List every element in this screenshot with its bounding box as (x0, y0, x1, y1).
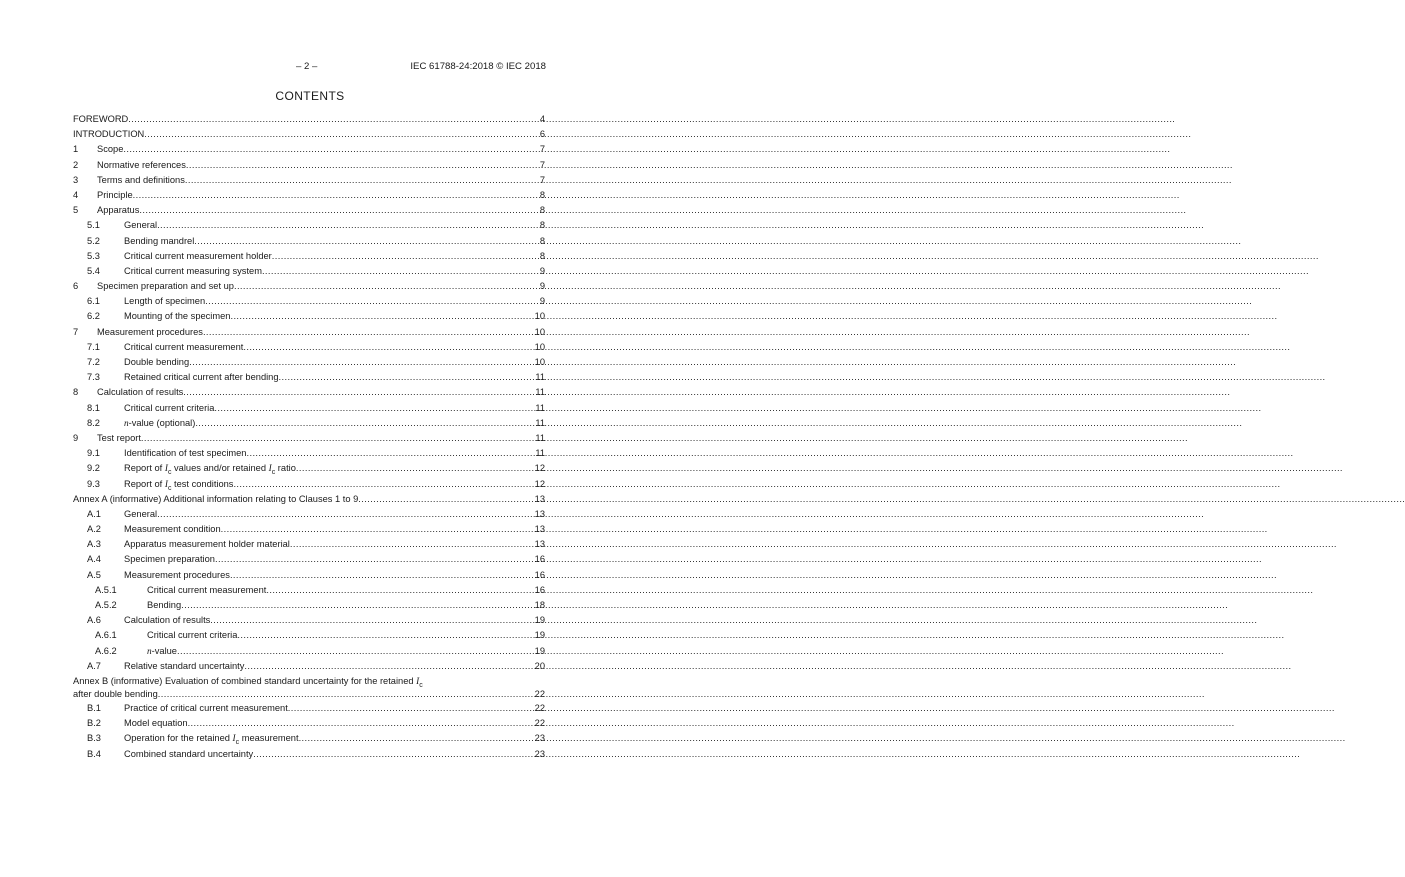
toc-entry-text: Combined standard uncertainty (124, 748, 254, 759)
toc-entry[interactable] (73, 173, 545, 188)
dot-leader (299, 731, 531, 746)
dot-leader (157, 218, 531, 233)
toc-entry-text: Critical current criteria (147, 630, 238, 641)
toc-page-number: 22 (534, 688, 545, 699)
toc-page-number: 19 (534, 630, 545, 641)
toc-entry-text: Critical current measurement holder (124, 250, 272, 261)
toc-entry[interactable] (73, 492, 545, 507)
toc-entry-number: B.3 (87, 733, 101, 744)
toc-entry[interactable] (73, 158, 545, 173)
toc-entry-number: B.1 (87, 702, 101, 713)
toc-entry-number: 6.2 (87, 311, 100, 322)
dot-leader (194, 234, 531, 249)
toc-entry[interactable] (73, 309, 545, 324)
toc-page-number: 10 (534, 311, 545, 322)
toc-entry-number: A.6.1 (95, 630, 117, 641)
toc-entry-text: General (124, 220, 158, 231)
toc-entry-text: Annex A (informative) Additional information relating to Clauses 1 to 9 (73, 493, 359, 504)
dot-leader (234, 279, 531, 294)
toc-entry-number: A.1 (87, 508, 101, 519)
toc-entry-text: Calculation of results (97, 387, 184, 398)
toc-entry[interactable] (73, 325, 545, 340)
toc-entry-annex-b-continued[interactable] (73, 688, 545, 701)
toc-page-number: 12 (534, 478, 545, 489)
toc-entry[interactable] (73, 370, 545, 385)
toc-entry-text: FOREWORD (73, 114, 129, 124)
dot-leader (233, 477, 531, 492)
toc-entry[interactable] (73, 249, 545, 264)
toc-entry-text: Report of $I_c$ values and/or retained $I_c$ ratio (124, 463, 296, 477)
toc-page-number: 11 (535, 432, 545, 443)
toc-entry[interactable] (73, 522, 545, 537)
toc-page-number: 16 (534, 584, 545, 595)
toc-page-number: 13 (534, 539, 545, 550)
toc-page-number: 8 (539, 220, 545, 231)
dot-leader (214, 401, 531, 416)
toc-entry[interactable] (73, 340, 545, 355)
toc-entry-text: Specimen preparation (124, 554, 215, 565)
toc-entry-number: A.2 (87, 524, 101, 535)
toc-entry[interactable] (73, 747, 545, 762)
dot-leader (230, 309, 531, 324)
toc-entry-number: A.4 (87, 554, 101, 565)
toc-entry-text: Practice of critical current measurement (124, 702, 288, 713)
toc-entry-number: 2 (73, 159, 79, 170)
dot-leader (177, 644, 531, 659)
toc-entry-text: INTRODUCTION (73, 129, 145, 140)
dot-leader (246, 446, 531, 461)
dot-leader (215, 552, 531, 567)
toc-entry[interactable] (73, 234, 545, 249)
toc-entry-number: A.6.2 (95, 645, 117, 656)
toc-entry-number: 3 (73, 174, 79, 185)
toc-entry[interactable] (73, 401, 545, 416)
toc-entry-text: Bending (147, 600, 182, 610)
dot-leader (203, 325, 531, 340)
toc-page-number: 9 (539, 265, 545, 276)
toc-entry-text: n-value (147, 645, 177, 657)
toc-entry-number: A.6 (87, 615, 101, 626)
toc-entry-number: 4 (73, 189, 79, 200)
toc-entry-number: 9.2 (87, 463, 100, 474)
toc-entry[interactable] (73, 218, 545, 233)
toc-entry[interactable] (73, 416, 545, 431)
dot-leader (158, 688, 531, 701)
toc-entry-text: Mounting of the specimen (124, 311, 231, 322)
toc-entry-text: Principle (97, 189, 133, 200)
toc-page-number: 7 (539, 159, 545, 170)
toc-entry-text: General (124, 508, 158, 519)
toc-entry[interactable] (73, 628, 545, 643)
dot-leader (188, 716, 531, 731)
toc-page-number: 10 (534, 341, 545, 352)
toc-entry-text: Specimen preparation and set up (97, 281, 234, 292)
toc-entry[interactable] (73, 294, 545, 309)
dot-leader (296, 461, 531, 476)
toc-entry[interactable] (73, 446, 545, 461)
dot-leader (262, 264, 531, 279)
toc-entry-text-continued: after double bending (73, 688, 158, 699)
toc-entry-text: Critical current measuring system (124, 265, 262, 276)
toc-entry-number: 9.1 (87, 448, 100, 459)
toc-entry[interactable] (73, 477, 545, 492)
toc-entry-number: A.5 (87, 569, 101, 580)
toc-page-number: 19 (534, 645, 545, 656)
toc-page-number: 8 (539, 205, 545, 216)
toc-entry-number: 8.2 (87, 417, 100, 428)
toc-entry-text: Critical current measurement (124, 341, 244, 352)
dot-leader (128, 112, 531, 127)
toc-page-number: 8 (539, 189, 545, 200)
toc-page-number: 13 (534, 508, 545, 519)
toc-entry[interactable] (73, 537, 545, 552)
toc-entry[interactable] (73, 644, 545, 659)
toc-entry[interactable] (73, 279, 545, 294)
toc-entry-text: Critical current measurement (147, 584, 267, 595)
toc-entry[interactable] (73, 188, 545, 203)
page-title: CONTENTS (275, 89, 345, 103)
dot-leader (221, 522, 531, 537)
toc-entry[interactable] (73, 716, 545, 731)
toc-page-number: 20 (534, 660, 545, 671)
toc-entry[interactable] (73, 112, 545, 127)
toc-entry[interactable] (73, 385, 545, 400)
toc-page-number: 10 (534, 326, 545, 337)
toc-entry-text: Normative references (97, 159, 186, 170)
toc-entry-text: Measurement procedures (124, 569, 230, 580)
toc-entry-number: B.2 (87, 718, 101, 729)
toc-page-number: 11 (535, 372, 545, 383)
dot-leader (133, 188, 531, 203)
dot-leader (358, 492, 531, 507)
toc-entry-text: Double bending (124, 357, 190, 367)
dot-leader (139, 203, 531, 218)
toc-entry-text: Terms and definitions (97, 174, 185, 185)
toc-entry-number: 7.3 (87, 372, 100, 383)
toc-entry-number: A.5.1 (95, 584, 117, 595)
dot-leader (205, 294, 531, 309)
toc-entry-number: 6.1 (87, 296, 100, 307)
dot-leader (183, 385, 531, 400)
toc-entry-number: 9 (73, 432, 79, 443)
toc-page-number: 11 (535, 448, 545, 459)
toc-entry-number: 8.1 (87, 402, 100, 413)
toc-entry-text: Model equation (124, 718, 188, 729)
dot-leader (290, 537, 531, 552)
dot-leader (141, 431, 531, 446)
toc-entry[interactable] (73, 507, 545, 522)
toc-entry-annex-b[interactable] (73, 674, 545, 688)
toc-entry-number: 7.2 (87, 357, 100, 367)
toc-entry-text: Length of specimen (124, 296, 206, 307)
toc-page-number: 8 (539, 250, 545, 261)
toc-entry-number: 7.1 (87, 341, 100, 352)
toc-entry[interactable] (73, 431, 545, 446)
dot-leader (237, 628, 531, 643)
toc-page-number: 16 (534, 554, 545, 565)
toc-page-number: 9 (539, 281, 545, 292)
dot-leader (253, 747, 531, 762)
dot-leader (244, 659, 531, 674)
toc-entry[interactable] (73, 142, 545, 157)
toc-entry-text: Annex B (informative) Evaluation of combined standard uncertainty for the retained $I_c$ (73, 675, 423, 689)
toc-entry-number: 5.1 (87, 220, 100, 231)
toc-entry[interactable] (73, 203, 545, 218)
dot-leader (157, 507, 531, 522)
toc-page-number: 16 (534, 569, 545, 580)
dot-leader (272, 249, 531, 264)
toc-entry-text: Calculation of results (124, 615, 211, 626)
toc-entry[interactable] (73, 659, 545, 674)
toc-entry[interactable] (73, 701, 545, 716)
toc-entry-text: Relative standard uncertainty (124, 660, 245, 671)
toc-entry-number: A.3 (87, 539, 101, 550)
dot-leader (123, 142, 531, 157)
toc-entry-text: Report of $I_c$ test conditions (124, 478, 234, 492)
toc-entry-number: 5.2 (87, 235, 100, 246)
toc-entry-text: Critical current criteria (124, 402, 215, 413)
dot-leader (288, 701, 531, 716)
table-of-contents (73, 112, 545, 762)
dot-leader (189, 355, 531, 370)
toc-entry-text: Apparatus (97, 205, 140, 216)
toc-entry-number: 5.4 (87, 265, 100, 276)
toc-page-number: 11 (535, 402, 545, 413)
toc-entry-text: Measurement procedures (97, 326, 203, 337)
dot-leader (279, 370, 531, 385)
toc-entry-number: 1 (73, 144, 79, 155)
toc-entry-number: A.5.2 (95, 600, 117, 610)
page-number: – 2 – (296, 61, 318, 72)
toc-page-number: 19 (534, 615, 545, 626)
toc-page-number: 12 (534, 463, 545, 474)
toc-page-number: 23 (534, 748, 545, 759)
toc-page-number: 13 (534, 493, 545, 504)
toc-page-number: 10 (534, 357, 545, 367)
toc-entry-number: 5 (73, 205, 79, 216)
toc-page-number: 11 (535, 387, 545, 398)
toc-entry-text: Retained critical current after bending (124, 372, 279, 383)
toc-entry-text: n-value (optional) (124, 417, 196, 429)
toc-entry-number: A.7 (87, 660, 101, 671)
toc-page-number: 18 (534, 600, 545, 610)
toc-page-number: 13 (534, 524, 545, 535)
toc-entry[interactable] (73, 598, 545, 613)
toc-page-number: 8 (539, 235, 545, 246)
toc-page-number: 6 (539, 129, 545, 140)
toc-page-number: 11 (535, 417, 545, 428)
dot-leader (195, 416, 531, 431)
dot-leader (186, 158, 531, 173)
toc-entry-number: 6 (73, 281, 79, 292)
toc-entry[interactable] (73, 613, 545, 628)
toc-entry-number: B.4 (87, 748, 101, 759)
toc-entry-text: Identification of test specimen (124, 448, 247, 459)
toc-entry-text: Bending mandrel (124, 235, 195, 246)
toc-entry-number: 9.3 (87, 478, 100, 489)
toc-page-number: 23 (534, 733, 545, 744)
toc-entry[interactable] (73, 127, 545, 142)
dot-leader (210, 613, 531, 628)
toc-entry[interactable] (73, 731, 545, 746)
dot-leader (181, 598, 531, 613)
toc-entry-number: 5.3 (87, 250, 100, 261)
toc-entry[interactable] (73, 264, 545, 279)
dot-leader (266, 583, 531, 598)
dot-leader (230, 568, 531, 583)
document-reference: IEC 61788-24:2018 © IEC 2018 (410, 61, 546, 72)
toc-page-number: 7 (539, 174, 545, 185)
toc-entry[interactable] (73, 355, 545, 370)
toc-entry[interactable] (73, 461, 545, 476)
toc-entry[interactable] (73, 552, 545, 567)
toc-entry-text: Apparatus measurement holder material (124, 539, 290, 550)
toc-entry[interactable] (73, 568, 545, 583)
dot-leader (185, 173, 531, 188)
toc-entry-text: Scope (97, 144, 124, 155)
toc-entry[interactable] (73, 583, 545, 598)
toc-entry-text: Test report (97, 432, 141, 443)
toc-entry-number: 7 (73, 326, 79, 337)
toc-page-number: 22 (534, 702, 545, 713)
toc-entry-number: 8 (73, 387, 79, 398)
dot-leader (243, 340, 531, 355)
toc-entry-text: Operation for the retained $I_c$ measurement (124, 733, 299, 747)
page-header (0, 61, 620, 75)
dot-leader (144, 127, 531, 142)
toc-page-number: 22 (534, 718, 545, 729)
toc-page-number: 4 (539, 114, 545, 124)
toc-page-number: 7 (539, 144, 545, 155)
toc-page-number: 9 (539, 296, 545, 307)
toc-entry-text: Measurement condition (124, 524, 221, 535)
